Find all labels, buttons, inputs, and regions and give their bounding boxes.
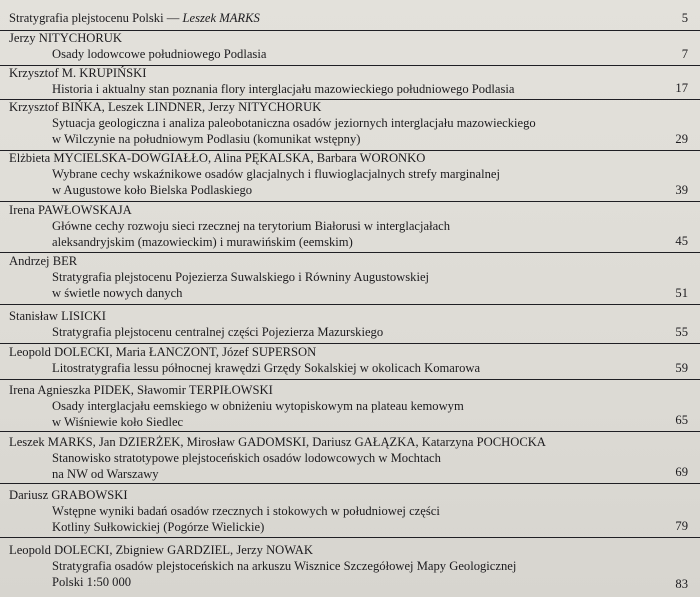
toc-entry [0,31,700,66]
toc-entry [0,432,700,484]
entry-authors: Krzysztof BIŃKA, Leszek LINDNER, Jerzy NITYCHORUK [9,100,322,114]
toc-entry [0,151,700,202]
entry-title: Osady lodowcowe południowego Podlasia [52,47,267,61]
entry-title: Kotliny Sułkowickiej (Pogórze Wielickie) [52,520,265,534]
entry-title: Stratygrafia plejstocenu Pojezierza Suwalskiego i Równiny Augustowskiej [52,270,430,284]
entry-title: w Wilczynie na południowym Podlasiu (komunikat wstępny) [52,132,361,146]
toc-entry [0,538,700,597]
toc-entry [0,0,700,31]
entry-page-number: 83 [675,577,688,591]
entry-author-italic: Leszek MARKS [182,11,260,25]
entry-authors [9,11,260,26]
entry-authors: Andrzej BER [9,254,78,268]
entry-authors: Dariusz GRABOWSKI [9,488,128,502]
toc-entry [0,100,700,151]
entry-authors: Irena Agnieszka PIDEK, Sławomir TERPIŁOWSKI [9,383,273,397]
entry-authors: Jerzy NITYCHORUK [9,31,122,45]
entry-title: Wstępne wyniki badań osadów rzecznych i stokowych w południowej części [52,504,440,518]
toc-entry [0,66,700,100]
entry-title: Historia i aktualny stan poznania flory interglacjału mazowieckiego południowego Podlasia [52,82,515,96]
entry-authors: Leszek MARKS, Jan DZIERŻEK, Mirosław GADOMSKI, Dariusz GAŁĄZKA, Katarzyna POCHOCKA [9,435,546,449]
entry-page-number: 65 [675,413,688,427]
entry-title: Osady interglacjału eemskiego w obniżeniu wytopiskowym na plateau kemowym [52,399,464,413]
toc-entry [0,305,700,344]
entry-authors: Krzysztof M. KRUPIŃSKI [9,66,147,80]
entry-title: Litostratygrafia lessu północnej krawędzi Grzędy Sokalskiej w okolicach Komarowa [52,361,481,375]
entry-page-number: 39 [675,183,688,197]
entry-title: w Augustowe koło Bielska Podlaskiego [52,183,253,197]
entry-authors: Irena PAWŁOWSKAJA [9,203,132,217]
toc-entry [0,202,700,253]
entry-authors: Stanisław LISICKI [9,309,106,323]
entry-page-number: 45 [675,234,688,248]
entry-title-text: Stratygrafia plejstocenu Polski — [9,11,183,25]
entry-page-number: 69 [675,465,688,479]
entry-page-number: 59 [675,361,688,375]
entry-title: Stratygrafia plejstocenu centralnej części Pojezierza Mazurskiego [52,325,384,339]
entry-page-number: 79 [675,519,688,533]
entry-page-number: 17 [675,81,688,95]
entry-title: Wybrane cechy wskaźnikowe osadów glacjalnych i fluwioglacjalnych strefy marginalnej [52,167,501,181]
entry-page-number: 55 [675,325,688,339]
entry-title: w świetle nowych danych [52,286,183,300]
entry-title: w Wiśniewie koło Siedlec [52,415,184,429]
entry-authors: Leopold DOLECKI, Maria ŁANCZONT, Józef SUPERSON [9,345,317,359]
entry-title: Stanowisko stratotypowe plejstoceńskich osadów lodowcowych w Mochtach [52,451,441,465]
toc-entry [0,344,700,380]
entry-page-number: 5 [681,11,688,25]
entry-authors: Elżbieta MYCIELSKA-DOWGIAŁŁO, Alina PĘKALSKA, Barbara WORONKO [9,151,426,165]
entry-page-number: 51 [675,286,688,300]
entry-title: aleksandryjskim (mazowieckim) i murawińskim (eemskim) [52,235,353,249]
entry-title: na NW od Warszawy [52,467,159,481]
toc-entry [0,253,700,305]
entry-title: Sytuacja geologiczna i analiza paleobotaniczna osadów jeziornych interglacjału mazowieckiego [52,116,536,130]
entry-title: Polski 1:50 000 [52,575,132,589]
entry-page-number: 7 [681,47,688,61]
entry-authors: Leopold DOLECKI, Zbigniew GARDZIEL, Jerzy NOWAK [9,543,313,557]
toc-entry [0,484,700,538]
entry-page-number: 29 [675,132,688,146]
entry-title: Stratygrafia osadów plejstoceńskich na arkuszu Wisznice Szczegółowej Mapy Geologicznej [52,559,517,573]
toc-entry [0,380,700,432]
entry-title: Główne cechy rozwoju sieci rzecznej na terytorium Białorusi w interglacjałach [52,219,451,233]
